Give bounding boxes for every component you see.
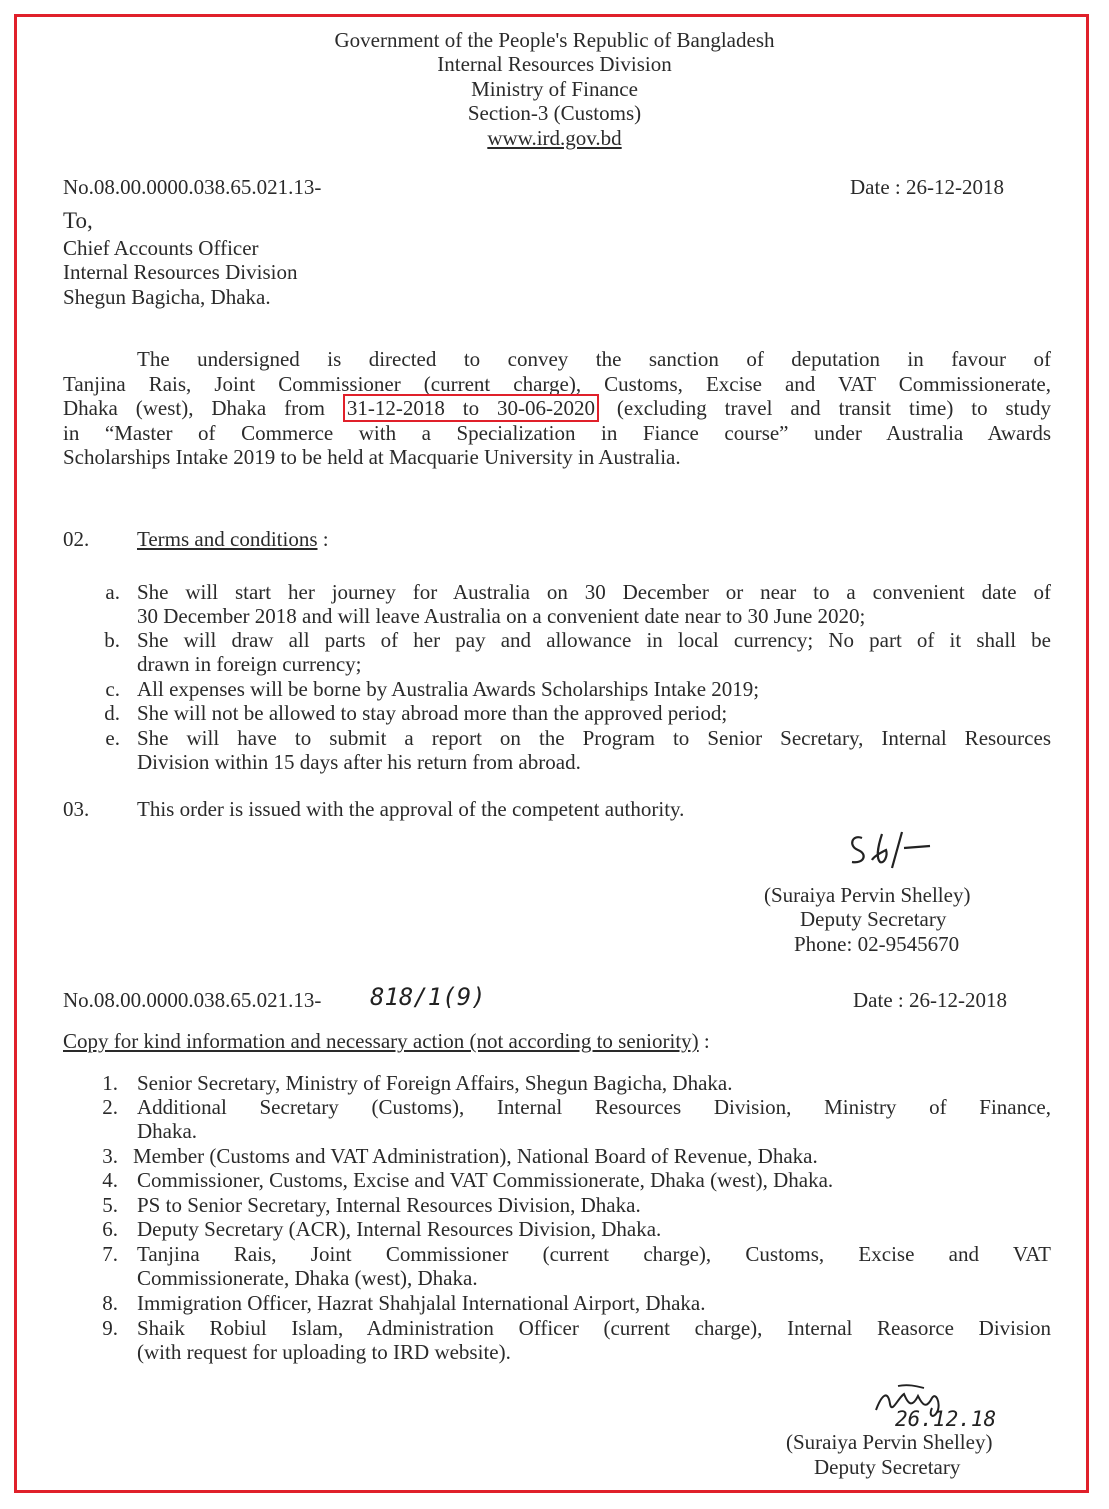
terms-marker-b: b. — [104, 628, 120, 652]
copy-item-2-line-1: Additional Secretary (Customs), Internal Resources Division, Ministry of Finance, — [137, 1095, 1051, 1119]
copy-marker-6: 6. — [102, 1217, 118, 1241]
terms-marker-a: a. — [105, 580, 120, 604]
signature-1-mark-text — [842, 840, 844, 841]
signature-1-phone: Phone: 02-9545670 — [794, 932, 960, 956]
terms-item-b-line-2: drawn in foreign currency; — [137, 652, 362, 676]
memo2-ref-handwritten: 818/1(9) — [370, 983, 486, 1011]
copy-item-1: Senior Secretary, Ministry of Foreign Affairs, Shegun Bagicha, Dhaka. — [137, 1071, 733, 1095]
copy-item-4: Commissioner, Customs, Excise and VAT Commissionerate, Dhaka (west), Dhaka. — [137, 1168, 834, 1192]
terms-item-d-line-1: She will not be allowed to stay abroad more than the approved period; — [137, 701, 728, 725]
body-paragraph — [63, 347, 1051, 470]
body-line-3-end: (excluding travel and transit time) to study — [616, 396, 1052, 420]
terms-item-c-line-1: All expenses will be borne by Australia Awards Scholarships Intake 2019; — [137, 677, 760, 701]
header-ministry: Ministry of Finance — [471, 77, 638, 101]
copy-marker-8: 8. — [102, 1291, 118, 1315]
signature-1-name: (Suraiya Pervin Shelley) — [764, 883, 971, 907]
copy-marker-5: 5. — [102, 1193, 118, 1217]
terms-item-a-line-1: She will start her journey for Australia on 30 December or near to a convenient date of — [137, 580, 1051, 604]
body-line-3-start: Dhaka (west), Dhaka from — [63, 396, 325, 420]
copy-marker-9: 9. — [102, 1316, 118, 1340]
memo1-ref-number: No.08.00.0000.038.65.021.13- — [63, 175, 322, 199]
memo2-date: Date : 26-12-2018 — [853, 988, 1007, 1012]
signature-2-name: (Suraiya Pervin Shelley) — [786, 1430, 993, 1454]
copy-marker-3: 3. — [102, 1144, 118, 1168]
addressee-line-3: Shegun Bagicha, Dhaka. — [63, 285, 271, 309]
terms-marker-e: e. — [105, 726, 120, 750]
signature-1-scribble — [842, 826, 942, 876]
copy-marker-2: 2. — [102, 1095, 118, 1119]
body-line-1: The undersigned is directed to convey the sanction of deputation in favour of — [137, 347, 1051, 371]
copy-item-3: Member (Customs and VAT Administration), National Board of Revenue, Dhaka. — [133, 1144, 818, 1168]
copy-item-9-line-1: Shaik Robiul Islam, Administration Officer (current charge), Internal Reasorce Division — [137, 1316, 1051, 1340]
copy-item-7-line-2: Commissionerate, Dhaka (west), Dhaka. — [137, 1266, 478, 1290]
memo1-date: Date : 26-12-2018 — [850, 175, 1004, 199]
terms-item-b-line-1: She will draw all parts of her pay and allowance in local currency; No part of it shall be — [137, 628, 1051, 652]
copy-item-2-line-2: Dhaka. — [137, 1119, 198, 1143]
copy-item-5: PS to Senior Secretary, Internal Resources Division, Dhaka. — [137, 1193, 641, 1217]
addressee-to: To, — [63, 208, 93, 233]
memo2-ref-number: No.08.00.0000.038.65.021.13- — [63, 988, 322, 1012]
terms-item-a-line-2: 30 December 2018 and will leave Australia on a convenient date near to 30 June 2020; — [137, 604, 866, 628]
addressee-line-1: Chief Accounts Officer — [63, 236, 259, 260]
copy-marker-7: 7. — [102, 1242, 118, 1266]
copy-heading: Copy for kind information and necessary action (not according to seniority) — [63, 1029, 699, 1053]
copy-item-6: Deputy Secretary (ACR), Internal Resources Division, Dhaka. — [137, 1217, 662, 1241]
terms-colon: : — [317, 527, 329, 551]
header-section: Section-3 (Customs) — [467, 101, 642, 125]
deputation-period-highlight: 31-12-2018 to 30-06-2020 — [343, 394, 599, 422]
copy-colon: : — [698, 1029, 710, 1053]
copy-marker-1: 1. — [102, 1071, 118, 1095]
terms-item-e-line-1: She will have to submit a report on the Program to Senior Secretary, Internal Resources — [137, 726, 1051, 750]
terms-number: 02. — [63, 527, 90, 551]
terms-heading: Terms and conditions — [137, 527, 318, 551]
header-division: Internal Resources Division — [437, 52, 672, 76]
terms-marker-d: d. — [104, 701, 120, 725]
addressee-line-2: Internal Resources Division — [63, 260, 298, 284]
body-line-3 — [63, 396, 1051, 421]
copy-heading-wrap — [63, 1029, 710, 1054]
terms-marker-c: c. — [105, 677, 120, 701]
order-number: 03. — [63, 797, 90, 821]
header-website-link[interactable]: www.ird.gov.bd — [487, 126, 622, 150]
terms-heading-wrap — [137, 527, 329, 552]
header-government: Government of the People's Republic of Bangladesh — [334, 28, 775, 52]
body-line-4: in “Master of Commerce with a Specialization in Fiance course” under Australia Awards — [63, 420, 1051, 445]
signature-2-handwritten-date: 26.12.18 — [895, 1407, 997, 1431]
copy-item-9-line-2: (with request for uploading to IRD website). — [137, 1340, 511, 1364]
copy-marker-4: 4. — [102, 1168, 118, 1192]
order-text: This order is issued with the approval of the competent authority. — [137, 797, 685, 821]
body-line-2: Tanjina Rais, Joint Commissioner (current charge), Customs, Excise and VAT Commissionerate, — [63, 371, 1051, 396]
signature-1-designation: Deputy Secretary — [800, 907, 947, 931]
copy-item-7-line-1: Tanjina Rais, Joint Commissioner (current charge), Customs, Excise and VAT — [137, 1242, 1051, 1266]
signature-2-designation: Deputy Secretary — [814, 1455, 961, 1479]
terms-item-e-line-2: Division within 15 days after his return from abroad. — [137, 750, 581, 774]
body-line-5: Scholarships Intake 2019 to be held at Macquarie University in Australia. — [63, 445, 681, 469]
copy-item-8: Immigration Officer, Hazrat Shahjalal International Airport, Dhaka. — [137, 1291, 706, 1315]
